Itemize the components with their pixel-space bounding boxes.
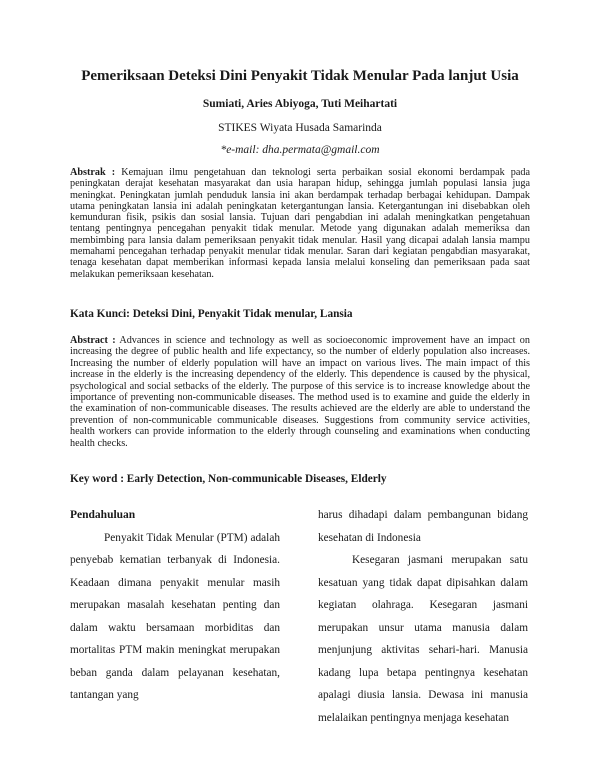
paragraph-1: Penyakit Tidak Menular (PTM) adalah penyebab kematian terbanyak di Indonesia. Keadaan dimana penyakit menular masih merupakan masalah kesehatan penting dan dalam waktu bersamaan morbiditas dan mortalitas PTM makin meningkat merupakan beban ganda dalam pelayanan kesehatan, tantangan yang (70, 531, 280, 701)
paragraph-2: Kesegaran jasmani merupakan satu kesatuan yang tidak dapat dipisahkan dalam kegiatan olahraga. Kesegaran jasmani merupakan unsur utama manusia dalam menjunjung aktivitas sehari-hari. Manusia kadang lupa betapa pentingnya kesehatan apalagi diusia lansia. Dewasa ini manusia melalaikan pentingnya menjaga kesehatan (318, 554, 528, 724)
paragraph-1-continued: harus dihadapi dalam pembangunan bidang kesehatan di Indonesia (318, 509, 528, 544)
abstrak-text: Kemajuan ilmu pengetahuan dan teknologi serta perbaikan sosial ekonomi berdampak pada peningkatan derajat kesehatan masyarakat dan usia harapan hidup, sehingga jumlah populasi lansia juga meningkat. Peningkatan jumlah penduduk lansia ini akan berdampak terhadap berbagai kehidupan. Dampak utama peningkatan lansia ini adalah peningkatan ketergantungan lansia. Ketergantungan ini disebabkan oleh kemunduran fisik, psikis dan sosial lansia. Tujuan dari pengabdian ini adalah meningkatkan pengetahuan tentang pentingnya pencegahan penyakit tidak menular. Metode yang digunakan adalah memeriksa dan membimbing para lansia dalam pemeriksaan penyakit tidak menular. Hasil yang dicapai adalah lansia mampu memahami pencegahan terhadap penyakit menular tidak menular. Saran dari kegiatan pengabdian masyarakat, tenaga kesehatan dapat memberikan informasi kepada lansia melalui konseling dan pemeriksaan pada saat melakukan pemeriksaan kesehatan. (70, 167, 531, 280)
affiliation: STIKES Wiyata Husada Samarinda (218, 122, 382, 134)
abstrak-indonesian (70, 167, 530, 280)
abstract-english (70, 335, 530, 449)
abstract-label: Abstract : (70, 335, 116, 346)
contact-email: *e-mail: dha.permata@gmail.com (220, 144, 380, 156)
body-column-right (318, 504, 528, 729)
author-list: Sumiati, Aries Abiyoga, Tuti Meihartati (202, 98, 398, 110)
section-heading-pendahuluan: Pendahuluan (70, 509, 136, 521)
kata-kunci: Kata Kunci: Deteksi Dini, Penyakit Tidak menular, Lansia (70, 308, 353, 320)
paper-title: Pemeriksaan Deteksi Dini Penyakit Tidak Menular Pada lanjut Usia (81, 68, 519, 84)
abstrak-label: Abstrak : (70, 167, 116, 178)
body-column-left (70, 504, 280, 707)
keywords: Key word : Early Detection, Non-communicable Diseases, Elderly (70, 473, 387, 485)
abstract-text: Advances in science and technology as well as socioeconomic improvement have an impact on increasing the degree of public health and life expectancy, so the number of elderly population also increases. Increasing the number of elderly population will have an impact on various lives. The main impact of this increase in the elderly is the increasing dependency of the elderly. This dependence is caused by the physical, psychological and social setbacks of the elderly. The purpose of this service is to increase knowledge about the importance of preventing non-communicable diseases. The method used is to examine and guide the elderly in the examination of non-communicable diseases. The results achieved are the elderly are able to understand the prevention of non-communicable communicable diseases. Suggestions from community service activities, health workers can provide information to the elderly through counseling and examinations when conducting health checks. (70, 335, 530, 449)
